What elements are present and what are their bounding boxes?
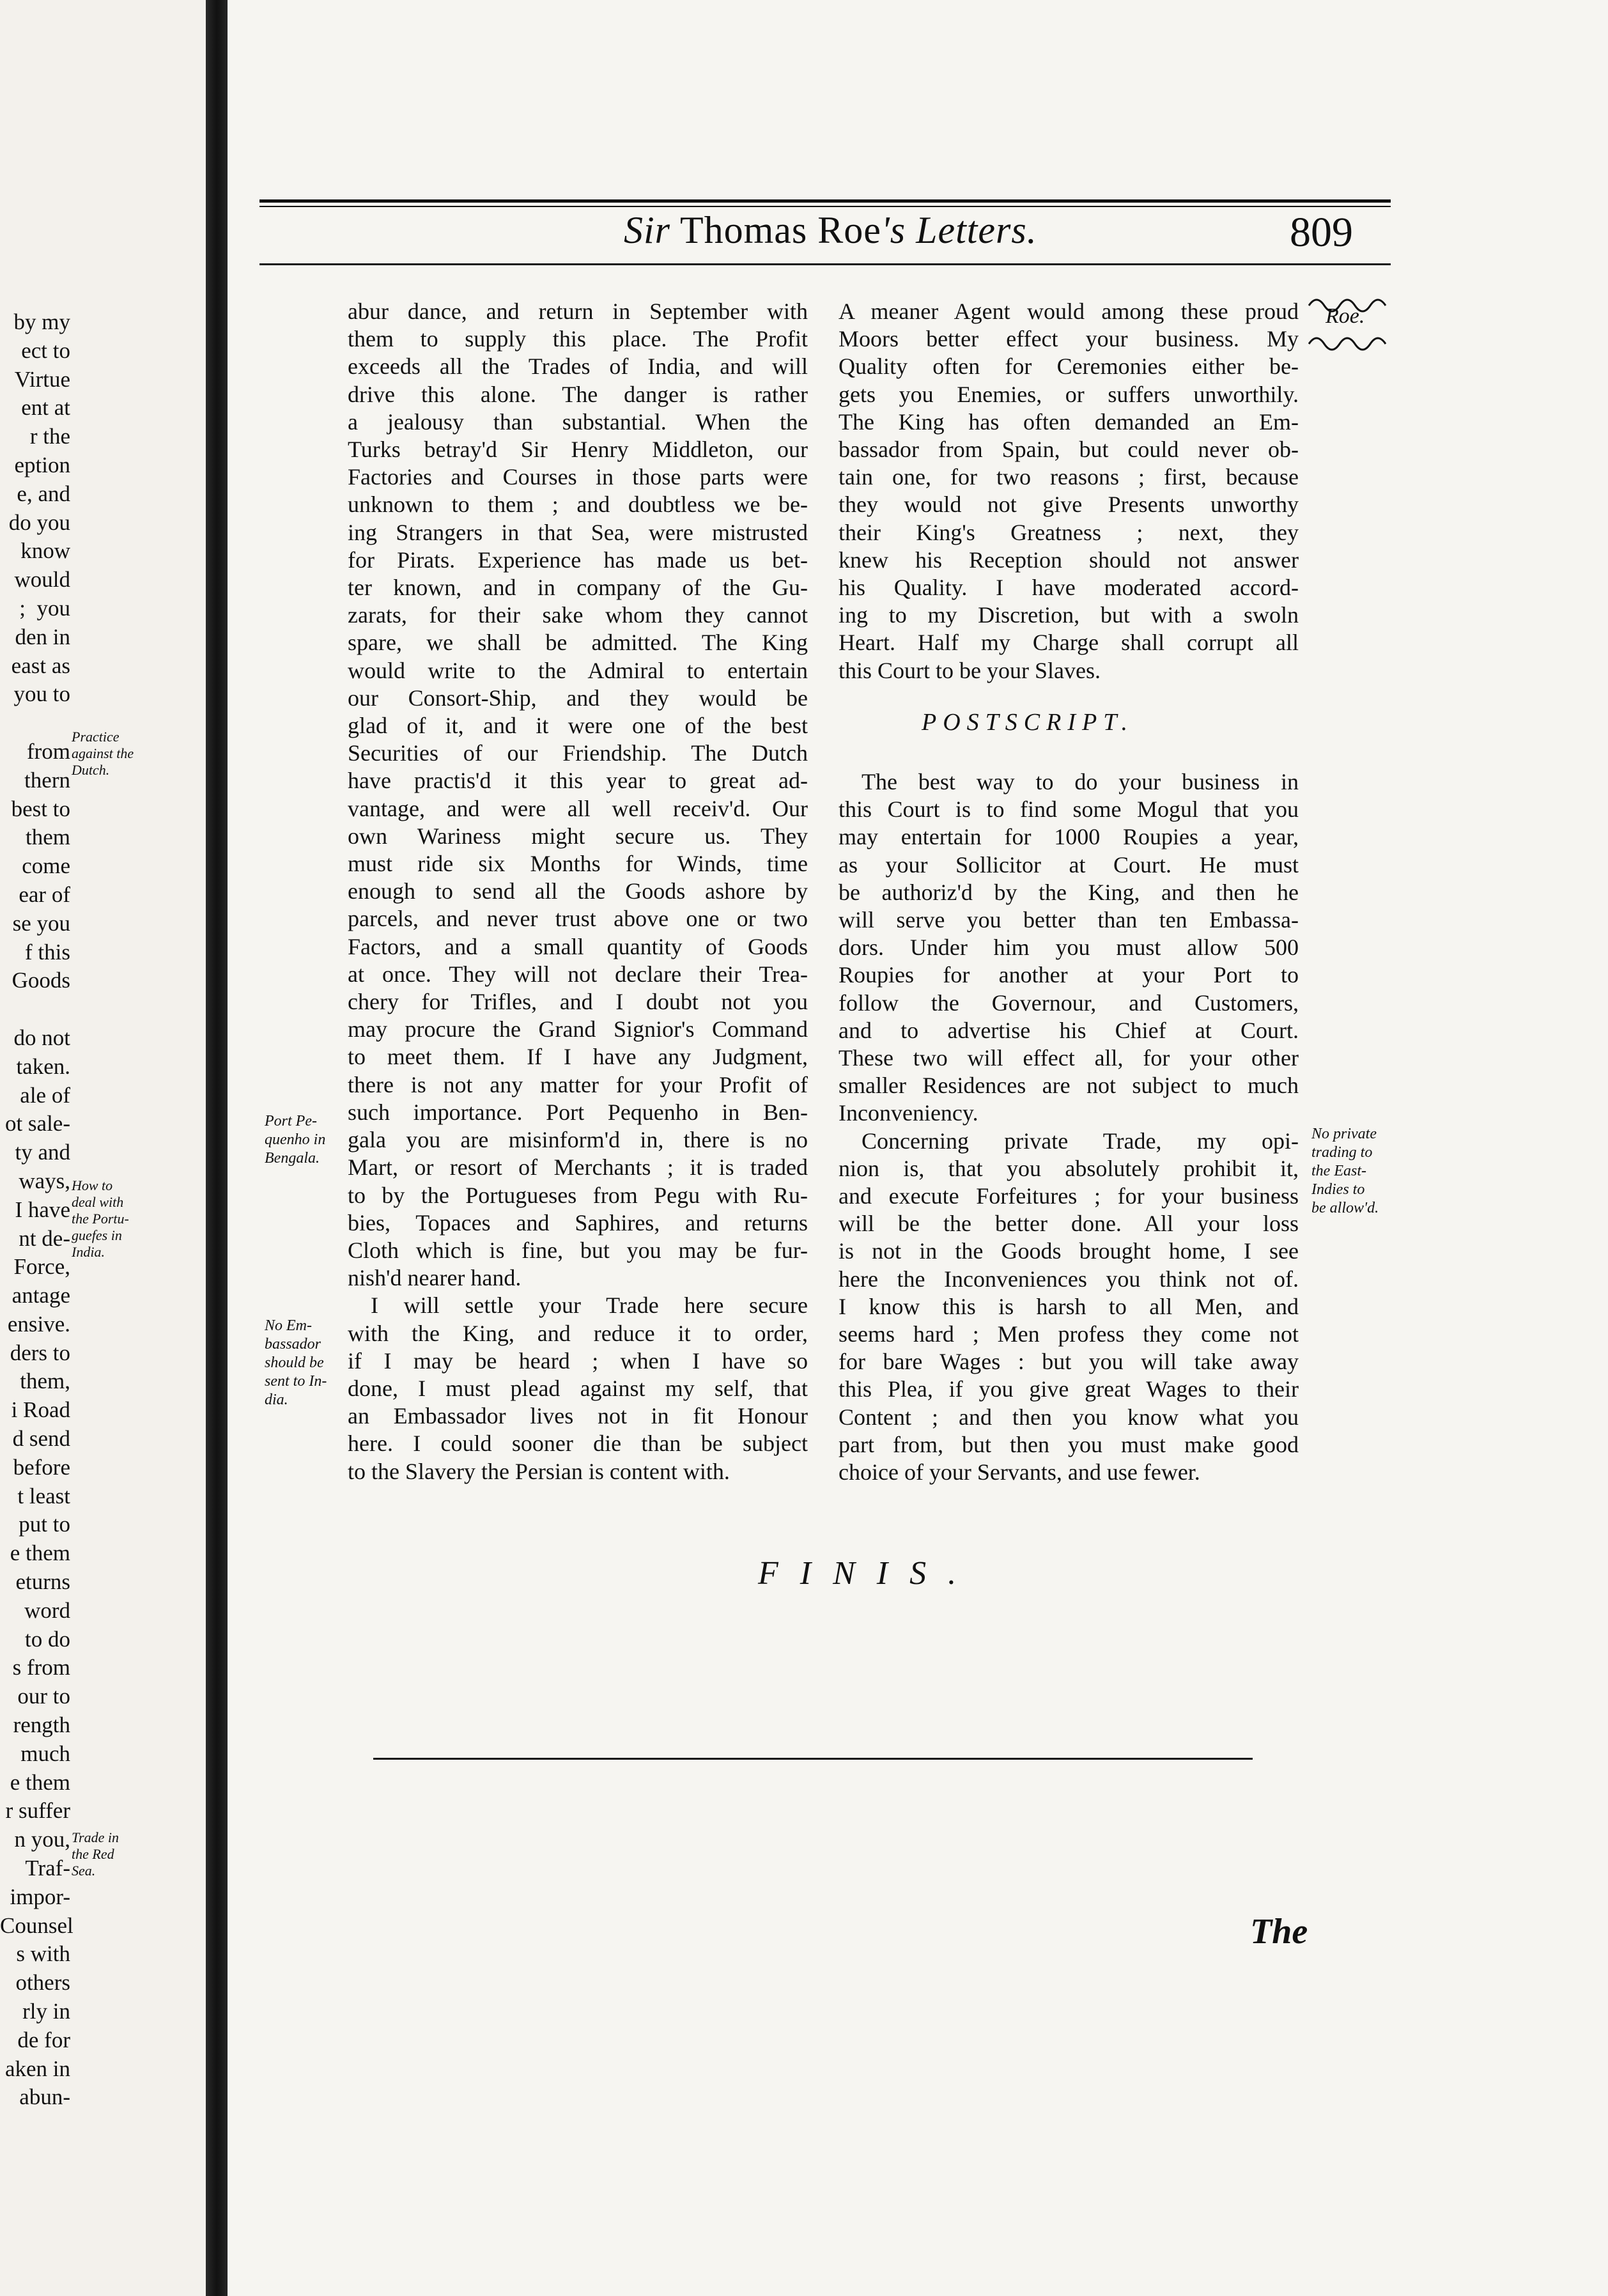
left-page-line: do you <box>8 509 70 535</box>
left-page-line: abun- <box>19 2084 70 2110</box>
text-line: as your Sollicitor at Court. He must <box>839 851 1299 878</box>
finis: FINIS. <box>758 1555 978 1592</box>
left-page-line: taken. <box>16 1053 70 1079</box>
left-page-line: by my <box>13 309 70 334</box>
text-line: ing to my Discretion, but with a swoln <box>839 602 1299 628</box>
left-page-line: them, <box>20 1369 70 1394</box>
running-title-prefix: Sir <box>624 209 671 251</box>
left-page-line: antage <box>12 1283 70 1308</box>
left-page-line: t least <box>17 1483 70 1509</box>
side-note-roe <box>1303 288 1398 358</box>
header-rule-top-thin <box>259 206 1391 207</box>
left-page-line: much <box>20 1741 70 1766</box>
left-margin-note-3: Trade in the Red Sea. <box>72 1829 119 1879</box>
margin-note-port-pequenho: Port Pe- quenho in Bengala. <box>265 1113 326 1167</box>
left-page-line: f this <box>25 939 70 965</box>
text-line: is not in the Goods brought home, I see <box>839 1238 1299 1264</box>
left-margin-note-1: Practice against the Dutch. <box>72 729 134 778</box>
text-line: here. I could sooner die than be subject <box>348 1431 808 1457</box>
margin-note-private-trade: No private trading to the East- Indies to be allow'd. <box>1311 1126 1379 1216</box>
text-line: bassador from Spain, but could never ob- <box>839 437 1299 463</box>
left-page-line: east as <box>11 653 70 678</box>
left-page-line: s from <box>12 1655 70 1680</box>
margin-note-no-embassador: No Em- bassador should be sent to In- dia. <box>265 1317 327 1408</box>
left-page-line: e, and <box>17 481 70 506</box>
left-page-line <box>0 709 70 738</box>
left-page-line: ensive. <box>7 1311 70 1337</box>
text-line: they would not give Presents unworthy <box>839 492 1299 518</box>
text-line: there is not any matter for your Profit of <box>348 1071 808 1098</box>
left-page-line: to do <box>25 1626 70 1652</box>
text-line: be authoriz'd by the King, and then he <box>839 879 1299 905</box>
left-page-line: I have <box>15 1197 70 1222</box>
text-line: smaller Residences are not subject to much <box>839 1073 1299 1099</box>
text-line: for Pirats. Experience has made us bet- <box>348 547 808 573</box>
left-page-line: rength <box>13 1712 70 1738</box>
left-page-line: Goods <box>12 968 70 993</box>
text-line: for bare Wages : but you will take away <box>839 1349 1299 1375</box>
text-line: Roupies for another at your Port to <box>839 962 1299 988</box>
text-line: I will settle your Trade here secure <box>371 1292 808 1319</box>
text-line: to meet them. If I have any Judgment, <box>348 1044 808 1070</box>
header-rule-bottom <box>259 263 1391 265</box>
left-page-line: d send <box>12 1426 70 1452</box>
text-line: nion is, that you absolutely prohibit it, <box>839 1155 1299 1181</box>
left-page-line: put to <box>19 1512 70 1537</box>
left-page-line: ent at <box>21 395 70 421</box>
text-line: to by the Portugueses from Pegu with Ru- <box>348 1182 808 1208</box>
left-page-line: know <box>20 538 70 564</box>
text-line: and execute Forfeitures ; for your business <box>839 1183 1299 1209</box>
left-page-line: others <box>15 1970 70 1996</box>
left-page-line: ear of <box>19 881 70 907</box>
left-page-line: aken in <box>4 2056 70 2081</box>
left-page-line: r suffer <box>5 1798 70 1824</box>
left-page-line: s with <box>16 1941 70 1967</box>
postscript-heading: POSTSCRIPT. <box>922 709 1134 736</box>
text-line: their King's Greatness ; next, they <box>839 519 1299 545</box>
running-title-name: Thomas Roe <box>679 209 881 251</box>
text-line: bies, Topaces and Saphires, and returns <box>348 1209 808 1236</box>
left-page-line: ders to <box>10 1340 70 1365</box>
left-page-line: do not <box>13 1025 70 1050</box>
left-page-line: word <box>24 1597 70 1623</box>
left-page-line: Force, <box>13 1254 70 1280</box>
text-line: Turks betray'd Sir Henry Middleton, our <box>348 437 808 463</box>
running-title <box>624 208 1037 252</box>
text-line: nish'd nearer hand. <box>348 1265 522 1291</box>
left-page-line: thern <box>24 767 70 793</box>
left-page-line: Counsel <box>0 1912 73 1938</box>
text-line: Factories and Courses in those parts were <box>348 464 808 490</box>
text-line: knew his Reception should not answer <box>839 547 1299 573</box>
left-page-line: rly in <box>22 1999 70 2024</box>
text-line: this Court to be your Slaves. <box>839 657 1101 683</box>
text-line: will serve you better than ten Embassa- <box>839 907 1299 933</box>
left-page-line: ways, <box>19 1168 70 1193</box>
left-page-line: nt de- <box>19 1225 70 1251</box>
left-page-line: ect to <box>21 337 70 363</box>
text-line: Moors better effect your business. My <box>839 326 1299 352</box>
text-line: The best way to do your business in <box>862 769 1299 795</box>
text-line: spare, we shall be admitted. The King <box>348 630 808 656</box>
left-page-line: se you <box>12 910 70 936</box>
left-page-line: ale of <box>20 1082 70 1108</box>
side-note-text: Roe. <box>1326 304 1365 328</box>
left-page-line: ty and <box>15 1140 70 1165</box>
text-line: dors. Under him you must allow 500 <box>839 935 1299 961</box>
text-line: unknown to them ; and doubtless we be- <box>348 492 808 518</box>
text-line: and to advertise his Chief at Court. <box>839 1017 1299 1043</box>
left-page-line: ot sale- <box>4 1111 70 1136</box>
text-line: our Consort-Ship, and they would be <box>348 685 808 711</box>
text-line: Factors, and a small quantity of Goods <box>348 933 808 959</box>
text-line: with the King, and reduce it to order, <box>348 1320 808 1346</box>
text-line: them to supply this place. The Profit <box>348 326 808 352</box>
text-line: his Quality. I have moderated accord- <box>839 575 1299 601</box>
text-line: follow the Governour, and Customers, <box>839 989 1299 1016</box>
text-line: tain one, for two reasons ; first, because <box>839 464 1299 490</box>
left-page-line: r the <box>29 424 70 449</box>
text-line: gets you Enemies, or suffers unworthily. <box>839 381 1299 407</box>
text-line: vantage, and were all well receiv'd. Our <box>348 795 808 821</box>
left-page-line: e them <box>10 1540 70 1566</box>
left-page-line: Traf- <box>25 1856 70 1881</box>
text-line: must ride six Months for Winds, time <box>348 851 808 877</box>
text-line: ing Strangers in that Sea, were mistrusted <box>348 519 808 545</box>
text-line: choice of your Servants, and use fewer. <box>839 1459 1200 1485</box>
text-line: this Court is to find some Mogul that you <box>839 796 1299 823</box>
column-left <box>348 298 808 1485</box>
left-page-line <box>0 995 70 1024</box>
text-line: parcels, and never trust above one or two <box>348 906 808 932</box>
text-line: to the Slavery the Persian is content with. <box>348 1458 730 1484</box>
text-line: may procure the Grand Signior's Command <box>348 1016 808 1043</box>
end-rule <box>373 1758 1253 1760</box>
left-page-line: n you, <box>14 1827 70 1852</box>
left-page-line: e them <box>10 1769 70 1795</box>
left-page-line: Virtue <box>14 366 70 392</box>
left-page-line: i Road <box>11 1397 70 1423</box>
text-line: if I may be heard ; when I have so <box>348 1347 808 1374</box>
text-line: I know this is harsh to all Men, and <box>839 1293 1299 1319</box>
text-line: drive this alone. The danger is rather <box>348 381 808 407</box>
text-line: gala you are misinform'd in, there is no <box>348 1127 808 1153</box>
left-page-fragment <box>0 0 206 2296</box>
header-rule-top <box>259 199 1391 203</box>
left-page-line: best to <box>11 796 70 821</box>
text-line: ter known, and in company of the Gu- <box>348 575 808 601</box>
text-line: enough to send all the Goods ashore by <box>348 878 808 904</box>
page <box>228 0 1608 2296</box>
text-line: These two will effect all, for your other <box>839 1045 1299 1071</box>
left-page-line: de for <box>17 2027 70 2052</box>
text-line: abur dance, and return in September with <box>348 299 808 324</box>
text-line: this Plea, if you give great Wages to their <box>839 1376 1299 1402</box>
text-line: will be the better done. All your loss <box>839 1211 1299 1237</box>
column-right-top <box>839 298 1299 685</box>
left-page-line: you to <box>13 681 70 707</box>
text-line: Mart, or resort of Merchants ; it is traded <box>348 1154 808 1181</box>
text-line: zarats, for their sake whom they cannot <box>348 602 808 628</box>
text-line: part from, but then you must make good <box>839 1431 1299 1457</box>
text-line: such importance. Port Pequenho in Ben- <box>348 1099 808 1125</box>
book-gutter <box>206 0 228 2296</box>
column-right-bottom <box>839 768 1299 1486</box>
text-line: Content ; and then you know what you <box>839 1404 1299 1430</box>
text-line: Quality often for Ceremonies either be- <box>839 353 1299 380</box>
left-page-line: before <box>13 1454 70 1480</box>
text-line: A meaner Agent would among these proud <box>839 299 1299 324</box>
text-line: have practis'd it this year to great ad- <box>348 768 808 794</box>
page-number: 809 <box>1290 209 1353 256</box>
text-line: may entertain for 1000 Roupies a year, <box>839 824 1299 850</box>
text-line: a jealousy than substantial. When the <box>348 408 808 435</box>
left-page-line: would <box>14 567 70 593</box>
running-title-suffix: 's Letters. <box>881 209 1037 251</box>
left-page-line: impor- <box>10 1884 70 1909</box>
left-page-line: den in <box>15 624 70 649</box>
text-line: glad of it, and it were one of the best <box>348 713 808 739</box>
left-page-line: ; you <box>19 595 70 621</box>
left-page-text <box>0 308 73 2112</box>
text-line: an Embassador lives not in fit Honour <box>348 1403 808 1429</box>
left-page-line: our to <box>17 1684 70 1709</box>
left-page-line: from <box>26 738 70 764</box>
left-page-line: eturns <box>15 1569 70 1595</box>
left-page-line: eption <box>14 452 70 477</box>
text-line: exceeds all the Trades of India, and will <box>348 353 808 380</box>
text-line: Cloth which is fine, but you may be fur- <box>348 1237 808 1263</box>
text-line: The King has often demanded an Em- <box>839 408 1299 435</box>
catchword: The <box>1250 1912 1308 1951</box>
text-line: done, I must plead against my self, that <box>348 1375 808 1401</box>
left-page-line: them <box>26 825 70 850</box>
left-page-line: come <box>22 853 70 879</box>
text-line: chery for Trifles, and I doubt not you <box>348 989 808 1015</box>
text-line: Heart. Half my Charge shall corrupt all <box>839 630 1299 656</box>
text-line: own Wariness might secure us. They <box>348 823 808 849</box>
text-line: Inconveniency. <box>839 1100 978 1126</box>
left-margin-note-2: How to deal with the Portu- guefes in India. <box>72 1177 129 1260</box>
text-line: would write to the Admiral to entertain <box>348 657 808 683</box>
text-line: Concerning private Trade, my opi- <box>862 1128 1299 1154</box>
text-line: Securities of our Friendship. The Dutch <box>348 740 808 766</box>
text-line: here the Inconveniences you think not of. <box>839 1266 1299 1292</box>
text-line: seems hard ; Men profess they come not <box>839 1321 1299 1347</box>
text-line: at once. They will not declare their Trea- <box>348 961 808 987</box>
